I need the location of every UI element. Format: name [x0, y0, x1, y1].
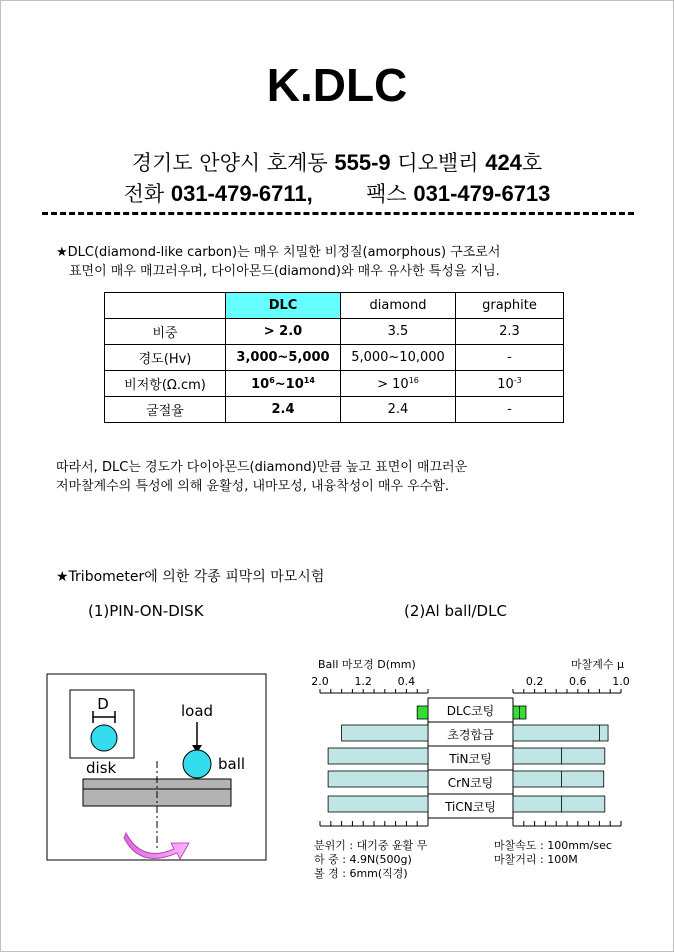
table-row: [105, 397, 564, 423]
friction-bar: [513, 771, 604, 787]
dlc-base: 10: [251, 376, 270, 392]
address-suffix: 호: [521, 151, 543, 175]
wear-bar: [328, 796, 428, 812]
cell-dlc: 2.4: [226, 397, 341, 423]
header-diamond: diamond: [341, 293, 456, 319]
friction-bar: [513, 796, 605, 812]
category-label: DLC코팅: [446, 704, 495, 718]
cell-dlc: 3,000~5,000: [226, 345, 341, 371]
address-prefix: 경기도 안양시 호계동: [131, 151, 328, 175]
header-graphite: graphite: [456, 293, 564, 319]
pin-on-disk-diagram: [46, 673, 268, 863]
row-label: 비중: [105, 319, 226, 345]
graphite-base: 10: [497, 376, 514, 392]
friction-bar: [513, 748, 605, 764]
fax-number: 031-479-6713: [413, 181, 551, 206]
properties-table: [104, 292, 564, 423]
right-axis-title: 마찰계수 μ: [571, 658, 624, 671]
header-dlc: DLC: [226, 293, 341, 319]
divider-line: [42, 212, 634, 215]
row-label: 굴절율: [105, 397, 226, 423]
category-label: 초경합금: [447, 728, 494, 742]
ball-label: ball: [218, 755, 246, 773]
right-tick-label: 0.2: [525, 675, 544, 688]
cell-dlc: > 2.0: [226, 319, 341, 345]
category-label: CrN코팅: [447, 776, 494, 790]
wear-bar: [342, 725, 428, 741]
intro-paragraph: [56, 243, 500, 281]
cell-diamond: 5,000~10,000: [341, 345, 456, 371]
intro-line-2: 표면이 매우 매끄러우며, 다이아몬드(diamond)와 매우 유사한 특성을 지님.: [69, 264, 500, 279]
subheading-pin-on-disk: (1)PIN-ON-DISK: [88, 602, 204, 620]
graphite-exp: -3: [513, 375, 522, 385]
category-label: TiCN코팅: [445, 800, 496, 814]
cell-diamond: 3.5: [341, 319, 456, 345]
fax-label: 팩스: [366, 182, 407, 206]
cell-diamond: [341, 371, 456, 397]
wear-bar: [417, 706, 428, 719]
table-row: [105, 319, 564, 345]
subheading-al-ball: (2)Al ball/DLC: [404, 602, 507, 620]
right-tick-label: 1.0: [612, 675, 630, 688]
wear-bar: [328, 748, 428, 764]
table-corner-cell: [105, 293, 226, 319]
category-label: TiN코팅: [449, 752, 492, 766]
test-condition-note: 분위기 : 대기중 윤활 무: [314, 839, 428, 852]
row-label: 비저항(Ω.cm): [105, 371, 226, 397]
dlc-exp1: 6: [269, 375, 275, 385]
test-condition-note: 마찰거리 : 100M: [494, 853, 578, 866]
ball-icon: [183, 750, 211, 778]
address-number: 555-9: [334, 150, 391, 175]
cell-graphite: -: [456, 345, 564, 371]
table-row: [105, 345, 564, 371]
row-label: 경도(Hv): [105, 345, 226, 371]
conclusion-line-2: 저마찰계수의 특성에 의해 윤활성, 내마모성, 내융착성이 매우 우수함.: [56, 479, 449, 494]
phone-label: 전화: [123, 182, 165, 206]
diamond-exp: 16: [408, 375, 419, 385]
left-tick-label: 0.4: [397, 675, 416, 688]
table-row: [105, 371, 564, 397]
left-tick-label: 2.0: [311, 675, 329, 688]
intro-line-1: ★DLC(diamond-like carbon)는 매우 치밀한 비정질(amorphous) 구조로서: [56, 245, 501, 260]
diamond-base: > 10: [377, 376, 409, 392]
phone-number: 031-479-6711,: [170, 181, 313, 206]
load-label: load: [181, 702, 214, 720]
diameter-label: D: [97, 695, 109, 713]
cell-dlc: [226, 371, 341, 397]
test-condition-note: 하 중 : 4.9N(500g): [314, 853, 412, 866]
cell-graphite: 2.3: [456, 319, 564, 345]
left-tick-label: 1.2: [354, 675, 372, 688]
detail-ball-icon: [91, 725, 117, 751]
cell-graphite: -: [456, 397, 564, 423]
dlc-exp2: 14: [303, 375, 315, 385]
test-condition-note: 마찰속도 : 100mm/sec: [494, 839, 612, 852]
address-room: 424: [485, 150, 522, 175]
left-axis-title: Ball 마모경 D(mm): [318, 658, 416, 671]
address-line: [0, 147, 674, 177]
wear-bar: [328, 771, 428, 787]
test-heading: ★Tribometer에 의한 각종 피막의 마모시험: [56, 569, 325, 585]
right-tick-label: 0.6: [569, 675, 587, 688]
wear-chart: [306, 654, 640, 894]
dlc-mid: ~10: [274, 376, 304, 392]
cell-graphite: [456, 371, 564, 397]
cell-diamond: 2.4: [341, 397, 456, 423]
contact-line: [0, 178, 674, 208]
test-condition-note: 볼 경 : 6mm(직경): [314, 867, 408, 880]
conclusion-paragraph: [56, 458, 467, 496]
address-mid: 디오밸리: [397, 151, 479, 175]
table-header-row: [105, 293, 564, 319]
disk-label: disk: [86, 759, 117, 777]
friction-bar: [513, 725, 608, 741]
conclusion-line-1: 따라서, DLC는 경도가 다이아몬드(diamond)만큼 높고 표면이 매끄러운: [56, 460, 468, 475]
page-title: K.DLC: [266, 59, 408, 111]
